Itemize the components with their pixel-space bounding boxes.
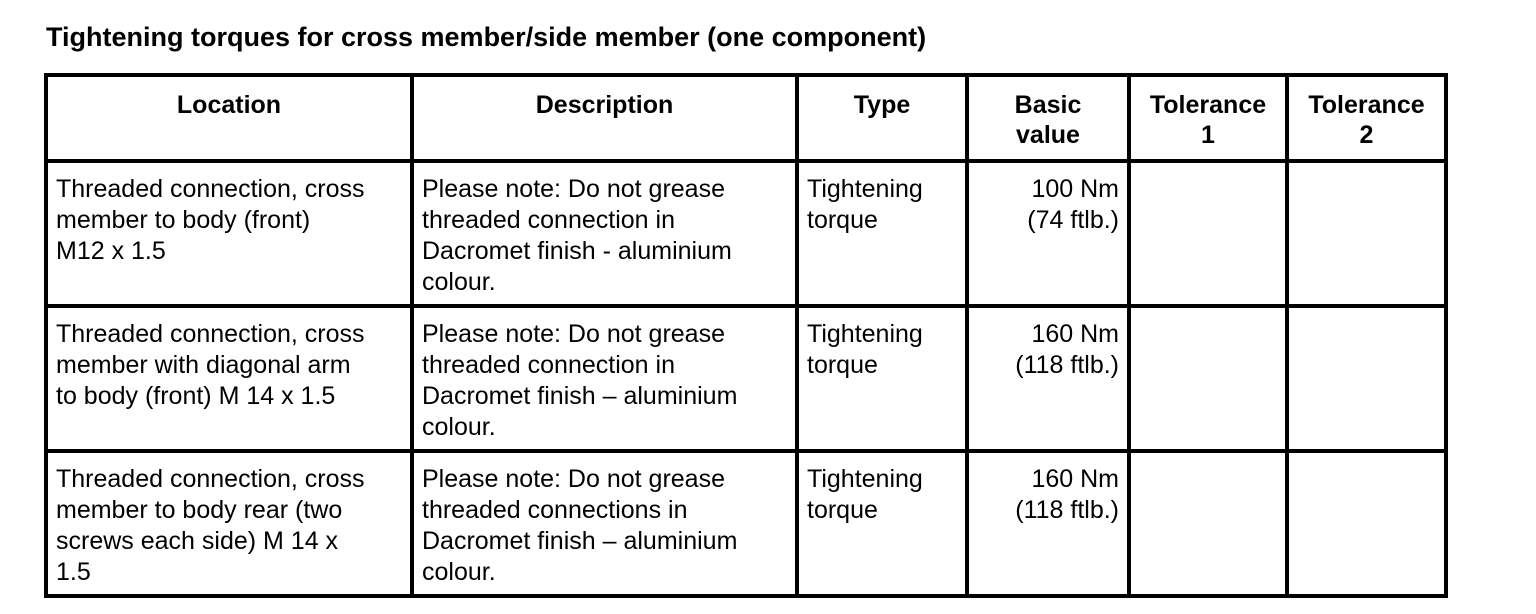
tolerance-2-cell <box>1287 451 1446 596</box>
header-type: Type <box>797 75 967 161</box>
header-tolerance-2: Tolerance 2 <box>1287 75 1446 161</box>
basic-value-cell: 160 Nm (118 ftlb.) <box>967 306 1129 451</box>
tolerance-1-cell <box>1129 161 1287 306</box>
header-location: Location <box>46 75 412 161</box>
tolerance-1-cell <box>1129 306 1287 451</box>
description-cell: Please note: Do not grease threaded connections in Dacromet finish – aluminium colour. <box>412 451 797 596</box>
header-basic-value: Basic value <box>967 75 1129 161</box>
basic-value-cell: 100 Nm (74 ftlb.) <box>967 161 1129 306</box>
tolerance-1-cell <box>1129 451 1287 596</box>
location-cell: Threaded connection, cross member to body rear (two screws each side) M 14 x 1.5 <box>46 451 412 596</box>
table-header-row <box>46 75 1446 161</box>
type-cell: Tightening torque <box>797 161 967 306</box>
tolerance-2-cell <box>1287 161 1446 306</box>
basic-value-cell: 160 Nm (118 ftlb.) <box>967 451 1129 596</box>
table-row <box>46 306 1446 451</box>
document-title: Tightening torques for cross member/side member (one component) <box>46 22 927 52</box>
table-row <box>46 451 1446 596</box>
torque-table <box>44 73 1448 598</box>
type-cell: Tightening torque <box>797 306 967 451</box>
description-cell: Please note: Do not grease threaded connection in Dacromet finish – aluminium colour. <box>412 306 797 451</box>
location-cell: Threaded connection, cross member with diagonal arm to body (front) M 14 x 1.5 <box>46 306 412 451</box>
location-cell: Threaded connection, cross member to body (front) M12 x 1.5 <box>46 161 412 306</box>
type-cell: Tightening torque <box>797 451 967 596</box>
description-cell: Please note: Do not grease threaded connection in Dacromet finish - aluminium colour. <box>412 161 797 306</box>
header-tolerance-1: Tolerance 1 <box>1129 75 1287 161</box>
tolerance-2-cell <box>1287 306 1446 451</box>
header-description: Description <box>412 75 797 161</box>
table-row <box>46 161 1446 306</box>
